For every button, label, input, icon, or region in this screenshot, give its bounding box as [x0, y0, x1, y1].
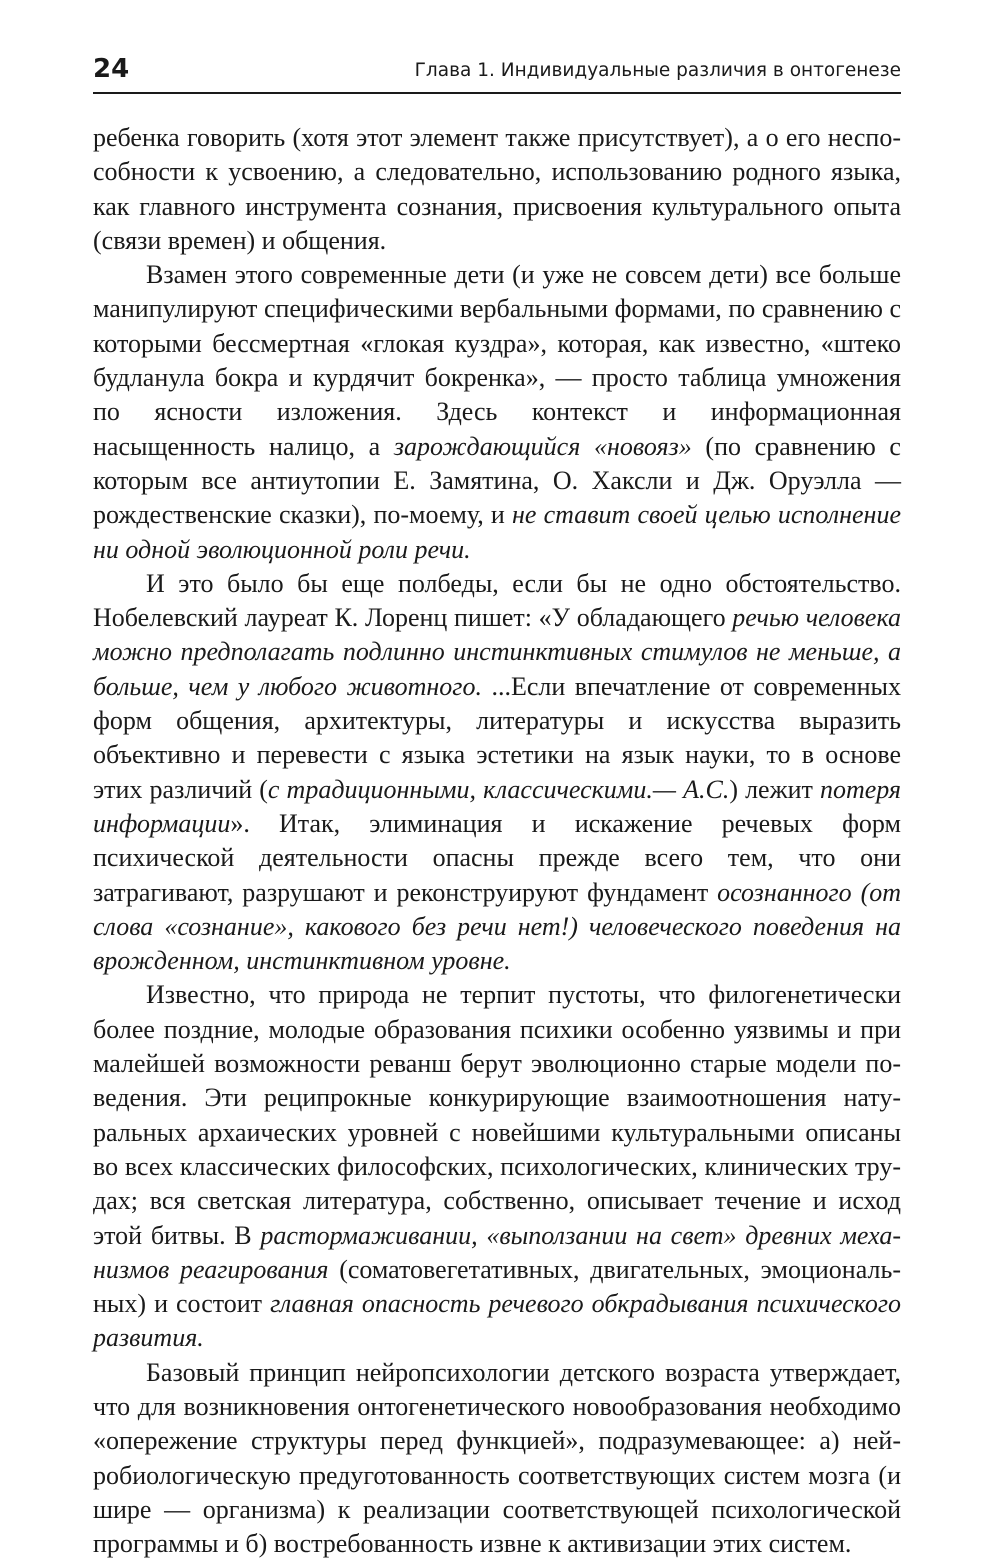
text-run: ». Итак, элиминация и искажение речевых форм психической деятельности опасны прежде всего тем, что они затрагивают, разрушают и реконструируют фундамент [93, 808, 901, 907]
text-run: (соматовегетативных, двигательных, эмоциональных) и состоит [93, 1254, 901, 1319]
italic-text-run: зарождающийся «новояз» [393, 431, 692, 461]
text-run: ) лежит [729, 774, 820, 804]
text-run: ...Если впечатление от современных форм общения, архитектуры, литературы и искусства выразить объективно и перевести с языка эстетики на язык науки, то в основе этих различий ( [93, 671, 901, 804]
italic-text-run: речью человека можно предполагать подлинно инстинктивных стимулов не меньше, а больше, чем у любого животного. [93, 603, 901, 701]
italic-text-run: потеря информации [93, 774, 902, 838]
paragraph [93, 1356, 901, 1561]
italic-text-run: осознанного (от слова «сознание», какового без речи нет!) человеческого поведения на врожденном, инстинктивном уровне. [93, 877, 901, 976]
italic-text-run: не ставит своей целью исполнение ни одной эволюционной роли речи. [93, 500, 901, 564]
running-title: Глава 1. Индивидуальные различия в онтогенезе [414, 60, 901, 81]
text-run: (по сравнению с которым все антиутопии Е. Замятина, О. Хаксли и Дж. Оруэлла — рождественские сказки), по-моему, и [93, 431, 901, 530]
text-run: Базовый принцип нейропсихологии детского возраста утверждает, что для возникновения онтогенетического новообразования необходимо «опережение структуры перед функцией», подразумевающее: а) нейробиологическую предуготованность соответствующих систем мозга (и шире — организма) к реализации соответствующей психологической программы и б) востребованность извне к активизации этих систем. [93, 1357, 901, 1559]
paragraph [93, 978, 901, 1355]
page-number: 24 [93, 54, 130, 84]
page-header [93, 52, 901, 94]
paragraph [93, 567, 901, 979]
text-run: Взамен этого современные дети (и уже не совсем дети) все больше манипулируют специфическими вербальными формами, по сравнению с которыми бессмертная «глокая куздра», которая, как известно, «штеко будланула бокра и курдячит бокренка», — просто таблица умножения по ясности изложения. Здесь контекст и информационная насыщенность налицо, а [93, 260, 901, 461]
text-run: И это было бы еще полбеды, если бы не одно обстоятельство. Нобелевский лауреат К. Лоренц пишет: «У обладающего [93, 568, 901, 633]
paragraph [93, 258, 901, 567]
italic-text-run: главная опасность речевого обкрадывания психического развития. [93, 1289, 901, 1353]
paragraph [93, 121, 901, 258]
text-run: Известно, что природа не терпит пустоты, что филогенетически более поздние, молодые образования психики особенно уязвимы и при малейшей возможности реванш берут эволюционно старые модели поведения. Эти реципрокные конкурирующие взаимоотношения натуральных архаических уровней с новейшими культуральными описаны во всех классических философских, психологических, клинических трудах; вся светская литература, собственно, описывает течение и исход этой битвы. В [93, 980, 901, 1250]
body-text [93, 121, 901, 1561]
text-run: ребенка говорить (хотя этот элемент также присутствует), а о его неспособности к усвоению, а следовательно, использованию родного языка, как главного инструмента сознания, присвоения культурального опыта (связи времен) и общения. [93, 123, 901, 255]
italic-text-run: с традиционными, классическими.— А.С. [267, 774, 730, 804]
italic-text-run: растормаживании, «выползании на свет» древних механизмов реагирования [93, 1220, 901, 1284]
